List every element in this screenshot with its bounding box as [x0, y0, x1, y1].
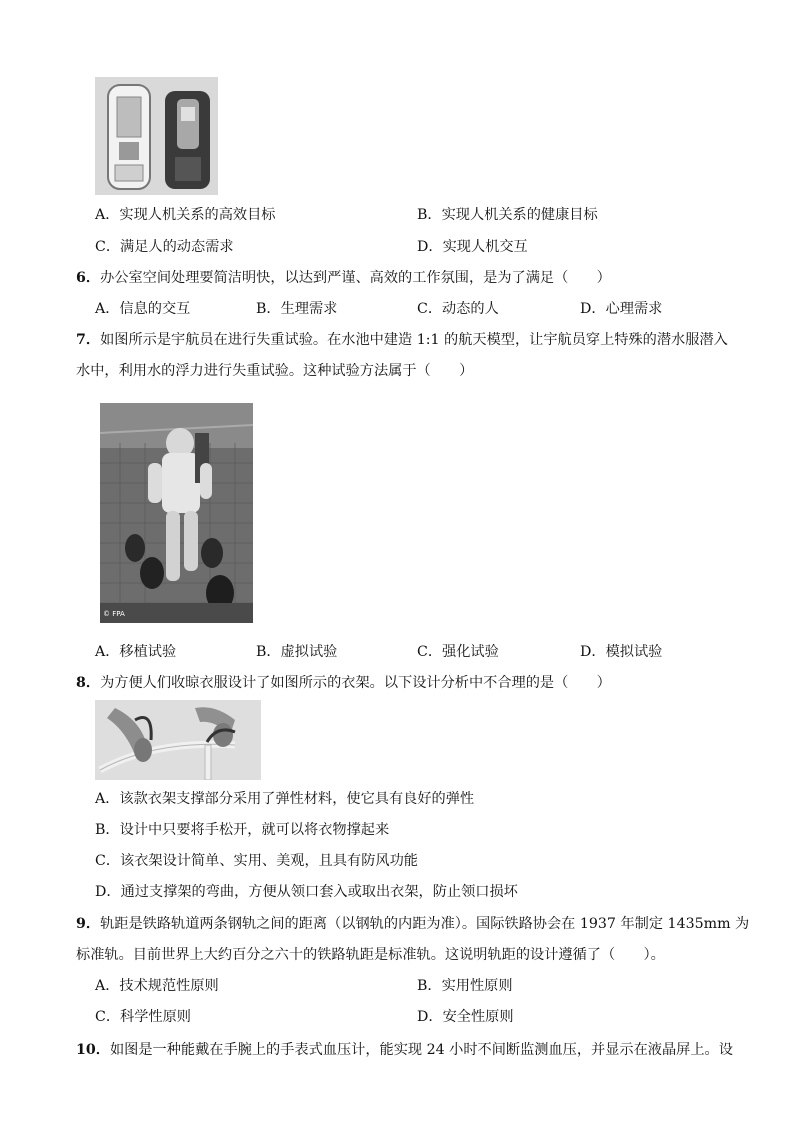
- image-watermark-caption: © FPA: [103, 610, 125, 618]
- q6-option-a: A．信息的交互: [95, 301, 191, 317]
- q8-option-c: C．该衣架设计简单、实用、美观，且具有防风功能: [95, 853, 418, 869]
- q9-option-a: A．技术规范性原则: [95, 978, 219, 994]
- question-9-number: 9．: [76, 916, 101, 932]
- q5-option-b: B．实现人机关系的健康目标: [417, 207, 598, 223]
- question-6: [76, 268, 611, 288]
- question-9: [76, 914, 749, 934]
- clothes-hanger-image: [95, 700, 261, 780]
- question-10: [76, 1040, 733, 1060]
- question-9-stem-line1: 轨距是铁路轨道两条钢轨之间的距离（以钢轨的内距为准）。国际铁路协会在 1937 年制定 1435mm 为: [100, 916, 750, 932]
- question-8-stem: 为方便人们收晾衣服设计了如图所示的衣架。以下设计分析中不合理的是（ ）: [100, 675, 611, 691]
- q8-option-a: A．该款衣架支撑部分采用了弹性材料，使它具有良好的弹性: [95, 791, 475, 807]
- question-8: [76, 673, 611, 693]
- question-7-stem-line2: 水中，利用水的浮力进行失重试验。这种试验方法属于（ ）: [76, 363, 474, 379]
- phone-shell-image: [95, 77, 218, 195]
- question-6-stem: 办公室空间处理要简洁明快，以达到严谨、高效的工作氛围，是为了满足（ ）: [100, 270, 611, 286]
- q7-option-a: A．移植试验: [95, 644, 177, 660]
- q5-option-a: A．实现人机关系的高效目标: [95, 207, 276, 223]
- q6-option-b: B．生理需求: [256, 301, 338, 317]
- question-7-number: 7．: [76, 332, 101, 348]
- astronaut-underwater-image: [100, 403, 253, 623]
- q6-option-d: D．心理需求: [580, 301, 663, 317]
- q7-option-d: D．模拟试验: [580, 644, 663, 660]
- question-7-stem-line1: 如图所示是宇航员在进行失重试验。在水池中建造 1:1 的航天模型，让宇航员穿上特殊的潜水服潜入: [100, 332, 728, 348]
- q8-option-d: D．通过支撑架的弯曲，方便从领口套入或取出衣架，防止领口损坏: [95, 884, 518, 900]
- q5-option-c: C．满足人的动态需求: [95, 239, 234, 255]
- question-9-stem-line2: 标准轨。目前世界上大约百分之六十的铁路轨距是标准轨。这说明轨距的设计遵循了（ ）。: [76, 947, 665, 963]
- question-8-number: 8．: [76, 675, 101, 691]
- question-6-number: 6．: [76, 270, 101, 286]
- q5-option-d: D．实现人机交互: [417, 239, 528, 255]
- q9-option-b: B．实用性原则: [417, 978, 513, 994]
- q9-option-c: C．科学性原则: [95, 1009, 191, 1025]
- q9-option-d: D．安全性原则: [417, 1009, 514, 1025]
- q7-option-b: B．虚拟试验: [256, 644, 338, 660]
- question-7: [76, 330, 728, 350]
- q7-option-c: C．强化试验: [417, 644, 499, 660]
- question-10-number: 10．: [76, 1042, 110, 1058]
- q6-option-c: C．动态的人: [417, 301, 499, 317]
- q8-option-b: B．设计中只要将手松开，就可以将衣物撑起来: [95, 822, 390, 838]
- question-10-stem-line1: 如图是一种能戴在手腕上的手表式血压计，能实现 24 小时不间断监测血压，并显示在液晶屏上。设: [109, 1042, 733, 1058]
